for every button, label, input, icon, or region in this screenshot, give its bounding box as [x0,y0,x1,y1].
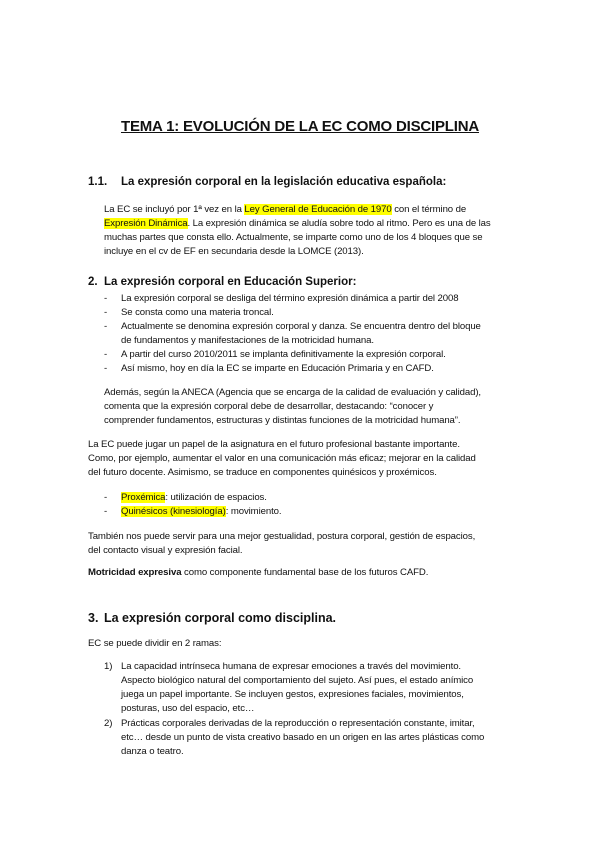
bullet-dash: - [104,321,108,332]
item-2-line-1: Prácticas corporales derivadas de la reproducción o representación constante, imitar, [121,718,475,729]
bullet-2: Se consta como una materia troncal. [121,307,274,318]
bullet-dash: - [104,363,108,374]
proxemica-text: : utilización de espacios. [165,492,267,503]
section-1-1-heading: La expresión corporal en la legislación educativa española: [121,176,447,188]
aneca-line-3: comprender fundamentos, estructuras y distintas funciones de la motricidad humana”. [104,415,461,426]
bullet-dash: - [104,307,108,318]
tambien-line-1: También nos puede servir para una mejor gestualidad, postura corporal, gestión de espacios, [88,531,476,542]
item-1-line-1: La capacidad intrínseca humana de expresar emociones a través del movimiento. [121,661,461,672]
page-title: TEMA 1: EVOLUCIÓN DE LA EC COMO DISCIPLINA [120,118,479,135]
tambien-line-2: del contacto visual y expresión facial. [88,545,243,556]
item-2-line-2: etc… desde un punto de vista creativo basado en un origen en las artes plásticas como [121,732,485,743]
papel-line-1: La EC puede jugar un papel de la asignatura en el futuro profesional bastante importante. [88,439,460,450]
bullet-dash: - [104,506,108,517]
item-2-number: 2) [104,718,113,729]
papel-line-2: Como, por ejemplo, aumentar el valor en una comunicación más eficaz; mejorar en la calidad [88,453,476,464]
s11-line-4: incluye en el cv de EF en secundaria desde la LOMCE (2013). [104,246,364,257]
quinesicos-highlight: Quinésicos (kinesiología) [121,506,226,517]
s11-line-1-a: La EC se incluyó por 1ª vez en la [104,204,245,215]
item-1-line-4: posturas, uso del espacio, etc… [121,703,255,714]
s11-line-1-b: con el término de [391,204,467,215]
item-2-line-3: danza o teatro. [121,746,184,757]
proxemica-item [121,491,267,505]
bullet-3-line-2: de fundamentos y manifestaciones de la motricidad humana. [121,335,374,346]
bullet-1: La expresión corporal se desliga del término expresión dinámica a partir del 2008 [121,293,459,304]
s11-line-2-b: . La expresión dinámica se aludía sobre todo al ritmo. Pero es una de las [187,218,491,229]
aneca-line-2: comenta que la expresión corporal debe de desarrollar, destacando: “conocer y [104,401,434,412]
section-2-number: 2. [88,276,98,288]
papel-line-3: del futuro docente. Asimismo, se traduce en componentes quinésicos y proxémicos. [88,467,437,478]
motricidad-text: como componente fundamental base de los futuros CAFD. [181,567,429,578]
s11-line-3: muchas partes que consta ello. Actualmente, se imparte como uno de los 4 bloques que se [104,232,483,243]
section-3-intro: EC se puede dividir en 2 ramas: [88,638,222,649]
aneca-line-1: Además, según la ANECA (Agencia que se encarga de la calidad de evaluación y calidad), [104,387,481,398]
item-1-line-3: juega un papel importante. Se incluyen gestos, expresiones faciales, movimientos, [121,689,464,700]
s11-line-2 [104,217,491,231]
proxemica-highlight: Proxémica [121,492,166,503]
expresion-dinamica-highlight: Expresión Dinámica [104,218,188,229]
item-1-number: 1) [104,661,113,672]
motricidad-line [88,566,428,580]
bullet-5: Así mismo, hoy en día la EC se imparte en Educación Primaria y en CAFD. [121,363,434,374]
bullet-dash: - [104,349,108,360]
section-3-number: 3. [88,611,99,625]
bullet-dash: - [104,293,108,304]
bullet-3-line-1: Actualmente se denomina expresión corporal y danza. Se encuentra dentro del bloque [121,321,481,332]
quinesicos-text: : movimiento. [225,506,282,517]
section-3-heading: La expresión corporal como disciplina. [104,611,337,625]
section-1-1-number: 1.1. [88,176,108,188]
item-1-line-2: Aspecto biológico natural del comportamiento del sujeto. Así pues, el estado anímico [121,675,474,686]
quinesicos-item [121,505,281,519]
bullet-dash: - [104,492,108,503]
bullet-4: A partir del curso 2010/2011 se implanta definitivamente la expresión corporal. [121,349,446,360]
motricidad-bold: Motricidad expresiva [88,567,182,578]
ley-general-highlight: Ley General de Educación de 1970 [244,204,392,215]
s11-line-1 [104,203,466,217]
section-2-heading: La expresión corporal en Educación Superior: [104,276,357,288]
